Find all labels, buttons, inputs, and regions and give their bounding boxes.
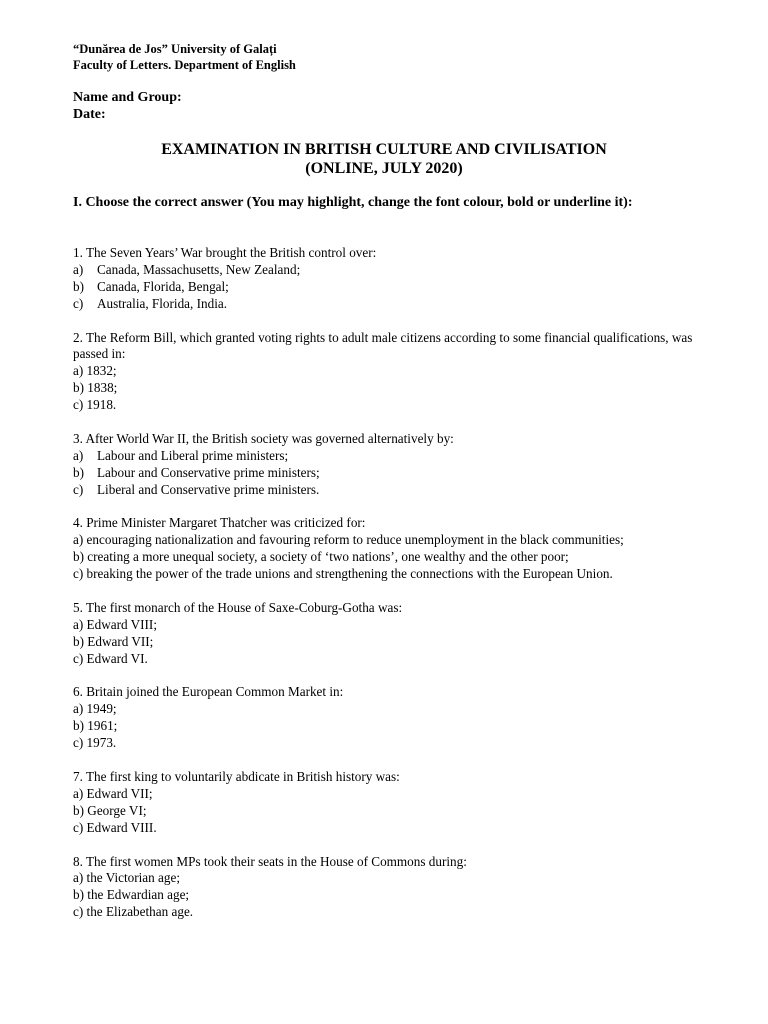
option-text: 1973.: [86, 735, 117, 751]
option-label: a): [73, 701, 84, 717]
answer-option[interactable]: [73, 617, 695, 634]
question-stem: 5. The first monarch of the House of Saxe-Coburg-Gotha was:: [73, 599, 403, 615]
option-label: c): [73, 295, 84, 311]
answer-option[interactable]: [73, 482, 695, 499]
question: [73, 431, 695, 499]
answer-option[interactable]: [73, 735, 695, 752]
option-text: creating a more unequal society, a society of ‘two nations’, one wealthy and the other poor;: [87, 549, 569, 565]
question: [73, 854, 695, 922]
answer-option[interactable]: [73, 380, 695, 397]
option-text: Edward VII;: [87, 633, 154, 649]
section-heading: I. Choose the correct answer (You may highlight, change the font colour, bold or underline it):: [73, 195, 633, 210]
answer-option[interactable]: [73, 803, 695, 820]
option-text: Labour and Liberal prime ministers;: [97, 447, 289, 463]
question-stem: 2. The Reform Bill, which granted voting rights to adult male citizens according to some financial qualifications, was passed in:: [73, 329, 693, 362]
option-text: Edward VII;: [86, 785, 153, 801]
answer-option[interactable]: [73, 820, 695, 837]
answer-option[interactable]: [73, 786, 695, 803]
option-text: Labour and Conservative prime ministers;: [97, 464, 320, 480]
question-stem: 6. Britain joined the European Common Market in:: [73, 684, 344, 700]
option-label: b): [73, 718, 84, 734]
answer-option[interactable]: [73, 634, 695, 651]
answer-option[interactable]: [73, 870, 695, 887]
option-text: Edward VIII.: [86, 819, 157, 835]
option-text: the Edwardian age;: [87, 887, 190, 903]
option-text: 1961;: [87, 718, 118, 734]
answer-option[interactable]: [73, 887, 695, 904]
answer-option[interactable]: [73, 262, 695, 279]
option-label: a): [73, 532, 84, 548]
option-label: a): [73, 616, 84, 632]
option-text: breaking the power of the trade unions and strengthening the connections with the European Union.: [86, 566, 613, 582]
option-text: Edward VIII;: [86, 616, 157, 632]
exam-title-line1: EXAMINATION IN BRITISH CULTURE AND CIVILISATION: [161, 141, 607, 158]
answer-option[interactable]: [73, 718, 695, 735]
option-label: c): [73, 481, 84, 497]
option-label: c): [73, 650, 84, 666]
option-text: Canada, Florida, Bengal;: [97, 278, 229, 294]
option-text: the Elizabethan age.: [86, 904, 194, 920]
question-stem: 1. The Seven Years’ War brought the British control over:: [73, 245, 377, 260]
date-label: Date:: [73, 106, 106, 122]
option-label: b): [73, 633, 84, 649]
answer-option[interactable]: [73, 904, 695, 921]
option-label: a): [73, 870, 84, 886]
option-text: the Victorian age;: [86, 870, 180, 886]
answer-option[interactable]: [73, 532, 695, 549]
document-header: [73, 42, 296, 73]
exam-title: [0, 140, 768, 178]
question: [73, 245, 695, 313]
question-stem: 3. After World War II, the British society was governed alternatively by:: [73, 430, 454, 446]
answer-option[interactable]: [73, 397, 695, 414]
answer-option[interactable]: [73, 363, 695, 380]
option-label: c): [73, 735, 84, 751]
answer-option[interactable]: [73, 566, 695, 583]
question-stem: 4. Prime Minister Margaret Thatcher was criticized for:: [73, 515, 366, 531]
question: [73, 600, 695, 668]
option-text: George VI;: [87, 802, 147, 818]
option-label: b): [73, 464, 84, 480]
option-label: b): [73, 278, 84, 294]
question-stem: 8. The first women MPs took their seats in the House of Commons during:: [73, 853, 467, 869]
question-stem: 7. The first king to voluntarily abdicate in British history was:: [73, 769, 400, 784]
option-text: Liberal and Conservative prime ministers.: [97, 481, 320, 497]
option-label: c): [73, 566, 84, 582]
university-name: “Dunărea de Jos” University of Galați: [73, 42, 277, 56]
option-text: Edward VI.: [86, 650, 148, 666]
option-text: 1918.: [86, 397, 117, 413]
option-label: b): [73, 802, 84, 818]
answer-option[interactable]: [73, 701, 695, 718]
question: [73, 684, 695, 752]
option-label: c): [73, 397, 84, 413]
option-text: 1949;: [86, 701, 117, 717]
option-text: 1838;: [87, 380, 118, 396]
faculty-name: Faculty of Letters. Department of English: [73, 57, 296, 72]
question-list: [73, 245, 695, 938]
option-text: Canada, Massachusetts, New Zealand;: [97, 261, 301, 277]
option-label: b): [73, 887, 84, 903]
exam-title-line2: (ONLINE, JULY 2020): [305, 160, 463, 177]
option-label: a): [73, 363, 84, 379]
option-label: c): [73, 904, 84, 920]
answer-option[interactable]: [73, 465, 695, 482]
question: [73, 330, 695, 415]
option-label: c): [73, 819, 84, 835]
answer-option[interactable]: [73, 448, 695, 465]
option-text: 1832;: [86, 363, 117, 379]
option-label: b): [73, 380, 84, 396]
question: [73, 515, 695, 583]
name-group-label: Name and Group:: [73, 90, 182, 105]
option-label: a): [73, 261, 84, 277]
answer-option[interactable]: [73, 651, 695, 668]
question: [73, 769, 695, 837]
answer-option[interactable]: [73, 279, 695, 296]
option-text: encouraging nationalization and favouring reform to reduce unemployment in the black communities;: [86, 532, 624, 548]
answer-option[interactable]: [73, 296, 695, 313]
option-label: a): [73, 785, 84, 801]
option-label: a): [73, 447, 84, 463]
option-text: Australia, Florida, India.: [97, 295, 228, 311]
answer-option[interactable]: [73, 549, 695, 566]
option-label: b): [73, 549, 84, 565]
student-info: [73, 90, 182, 123]
